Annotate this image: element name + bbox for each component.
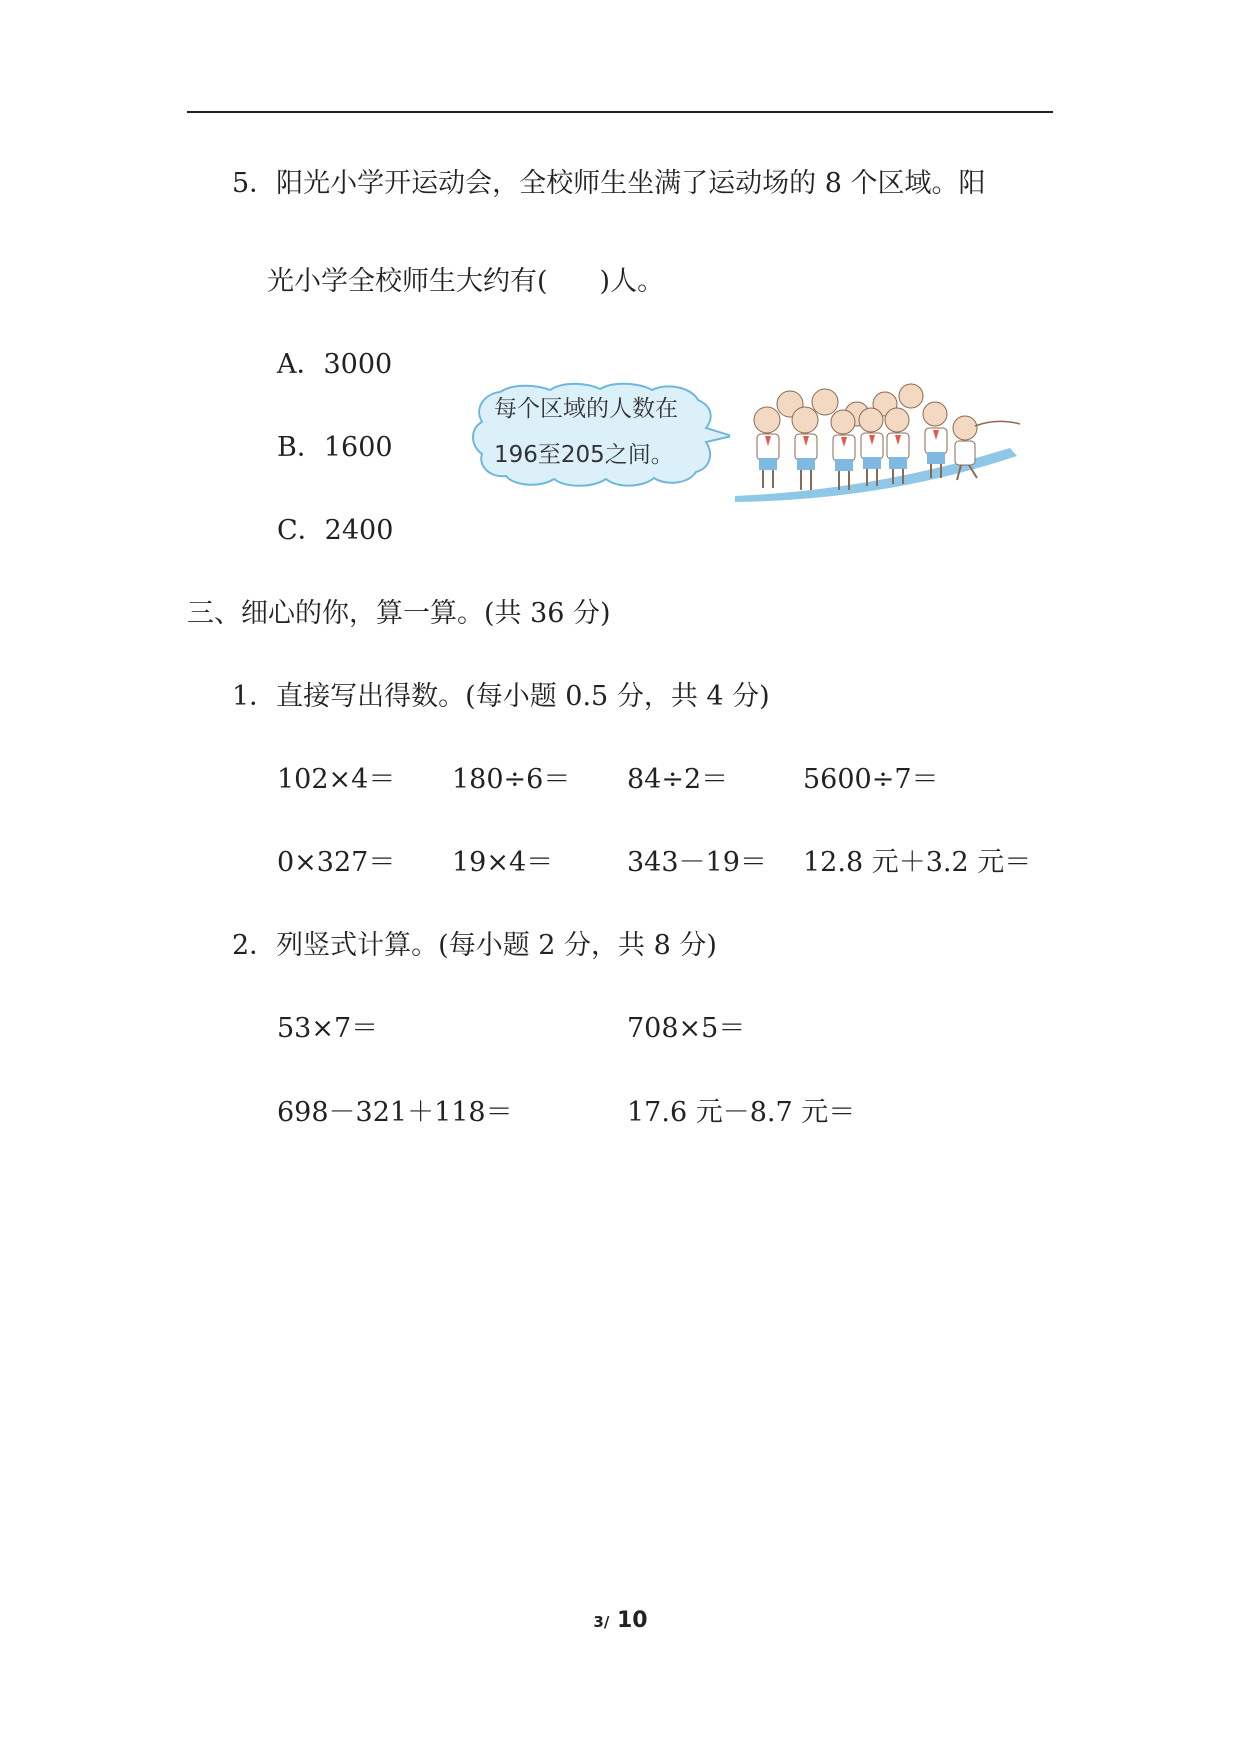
q5-option-a[interactable]: A．3000 bbox=[277, 349, 393, 380]
section3-heading: 三、细心的你，算一算。(共 36 分) bbox=[187, 598, 611, 629]
calc-item[interactable]: 17.6 元－8.7 元＝ bbox=[627, 1097, 856, 1128]
children-illustration-icon bbox=[735, 378, 1025, 503]
calc-item[interactable]: 343－19＝ bbox=[627, 847, 767, 878]
calc-item[interactable]: 19×4＝ bbox=[452, 847, 554, 878]
page-total: 10 bbox=[616, 1608, 648, 1633]
calc-item[interactable]: 12.8 元＋3.2 元＝ bbox=[803, 847, 1032, 878]
bubble-line-1: 每个区域的人数在 bbox=[494, 396, 678, 422]
page-current: 3/ bbox=[593, 1613, 610, 1631]
q5-option-b[interactable]: B．1600 bbox=[277, 432, 393, 463]
calc-item[interactable]: 53×7＝ bbox=[277, 1013, 379, 1044]
header-rule bbox=[187, 111, 1053, 113]
calc-item[interactable]: 84÷2＝ bbox=[627, 764, 729, 795]
q1-title: 1．直接写出得数。(每小题 0.5 分，共 4 分) bbox=[232, 681, 770, 712]
calc-item[interactable]: 5600÷7＝ bbox=[803, 764, 939, 795]
q5-stem-after-blank: )人。 bbox=[599, 266, 665, 297]
q5-stem-line2 bbox=[267, 266, 664, 298]
calc-item[interactable]: 0×327＝ bbox=[277, 847, 396, 878]
q5-stem-before-blank: 光小学全校师生大约有( bbox=[267, 266, 548, 297]
calc-item[interactable]: 102×4＝ bbox=[277, 764, 396, 795]
bubble-line-2: 196至205之间。 bbox=[494, 442, 674, 468]
q5-stem-line1: 5．阳光小学开运动会，全校师生坐满了运动场的 8 个区域。阳 bbox=[232, 168, 986, 199]
q2-title: 2．列竖式计算。(每小题 2 分，共 8 分) bbox=[232, 930, 717, 961]
calc-item[interactable]: 708×5＝ bbox=[627, 1013, 746, 1044]
q5-option-c[interactable]: C．2400 bbox=[277, 515, 394, 546]
calc-item[interactable]: 698－321＋118＝ bbox=[277, 1097, 513, 1128]
page-number bbox=[0, 1608, 1241, 1633]
calc-item[interactable]: 180÷6＝ bbox=[452, 764, 571, 795]
